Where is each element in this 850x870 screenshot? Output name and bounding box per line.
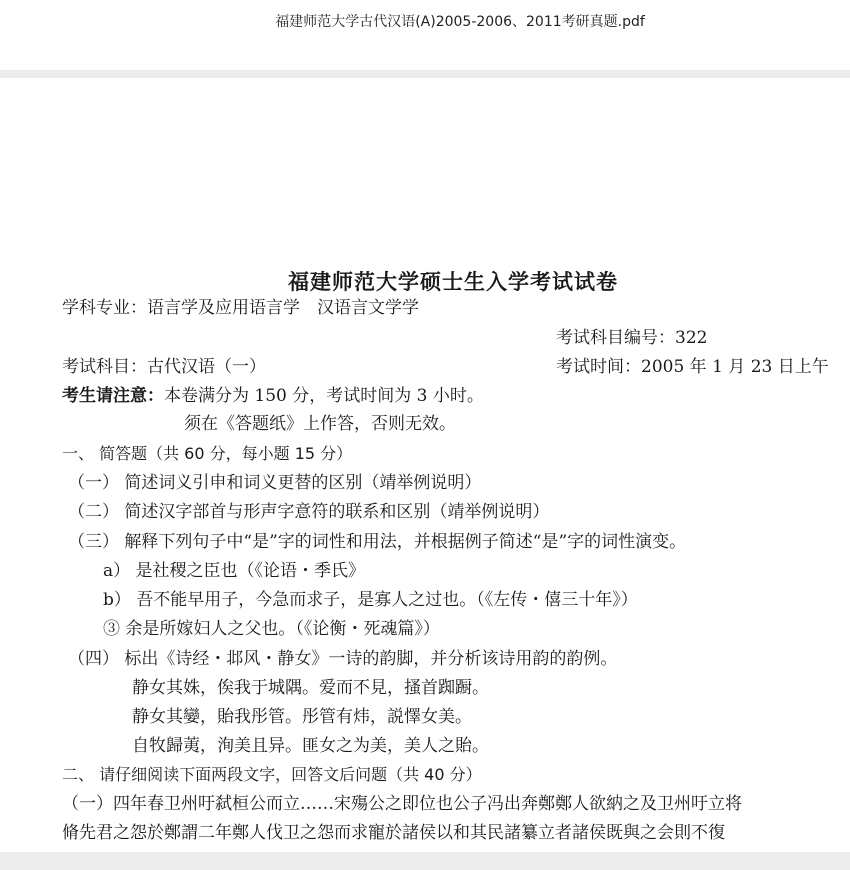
passage-line-1: （一）四年春卫州吁弑桓公而立……宋殤公之即位也公子冯出奔鄭鄭人欲納之及卫州吁立将 <box>62 794 742 814</box>
file-title: 福建师范大学古代汉语(A)2005-2006、2011考研真题.pdf <box>275 14 645 30</box>
section1-heading: 一、 简答题（共 60 分，每小题 15 分） <box>62 444 353 463</box>
section2-heading: 二、 请仔细阅读下面两段文字，回答文后问题（共 40 分） <box>62 765 482 784</box>
viewer-titlebar <box>0 0 850 70</box>
question-3-a: a） 是社稷之臣也（《论语・季氏》 <box>103 561 366 581</box>
subject-line: 考试科目：古代汉语（一） <box>62 357 266 377</box>
page-separator <box>0 70 850 78</box>
question-2: （二） 简述汉字部首与形声字意符的联系和区别（靖举例说明） <box>68 502 550 522</box>
subject-code: 考试科目编号：322 <box>556 328 708 348</box>
notice-line-2: 须在《答题纸》上作答，否则无效。 <box>184 414 456 434</box>
exam-time: 考试时间：2005 年 1 月 23 日上午 <box>556 357 829 377</box>
poem-line-3: 自牧歸荑，洵美且异。匪女之为美，美人之貽。 <box>132 736 489 756</box>
notice-line-1 <box>62 385 484 407</box>
poem-line-2: 静女其孌，貽我彤管。彤管有炜，説懌女美。 <box>132 707 472 727</box>
page-separator-bottom <box>0 852 850 870</box>
poem-line-1: 静女其姝，俟我于城隅。爱而不見，搔首踟蹰。 <box>132 678 489 698</box>
question-3: （三） 解释下列句子中“是”字的词性和用法，并根据例子简述“是”字的词性演变。 <box>68 532 687 552</box>
question-3-c: ③ 余是所嫁妇人之父也。（《论衡・死魂篇》） <box>103 619 440 639</box>
question-3-b: b） 吾不能早用子，今急而求子，是寡人之过也。（《左传・僖三十年》） <box>103 590 638 610</box>
exam-title: 福建师范大学硕士生入学考试试卷 <box>288 269 618 294</box>
document-page <box>0 78 850 852</box>
question-4: （四） 标出《诗经・邶风・静女》一诗的韵脚，并分析该诗用韵的韵例。 <box>68 649 618 669</box>
major-line: 学科专业：语言学及应用语言学 汉语言文学学 <box>62 298 419 318</box>
notice-text-1: 本卷满分为 150 分，考试时间为 3 小时。 <box>164 386 484 406</box>
question-1: （一） 简述词义引申和词义更替的区别（靖举例说明） <box>68 473 482 493</box>
passage-line-2: 脩先君之怨於鄭謂二年鄭人伐卫之怨而求寵於諸侯以和其民諸纂立者諸侯既與之会則不復 <box>62 823 725 843</box>
notice-label: 考生请注意： <box>62 386 164 406</box>
